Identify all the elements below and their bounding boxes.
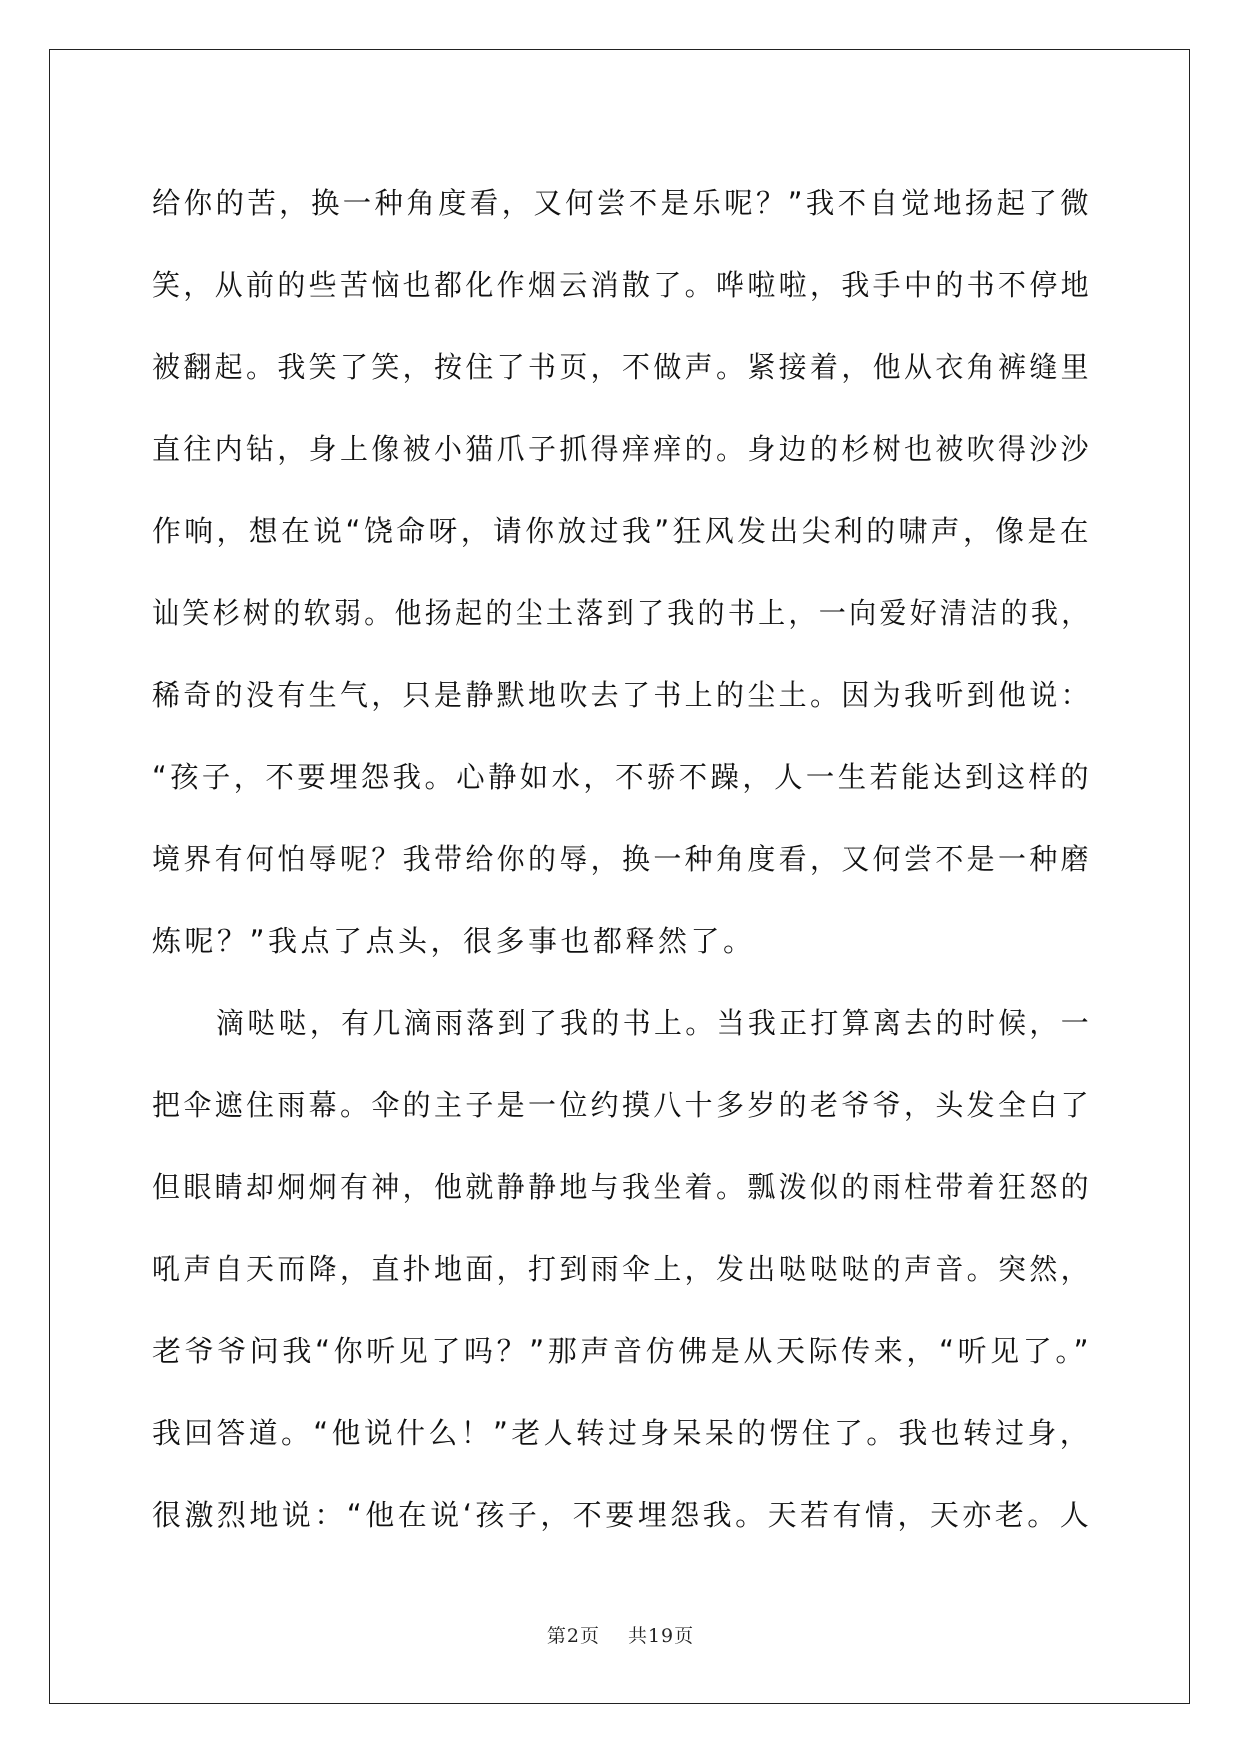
document-body: [152, 162, 1092, 1556]
text-line: 很激烈地说：“他在说‘孩子，不要埋怨我。天若有情，天亦老。人: [152, 1498, 1093, 1532]
text-line: “孩子，不要埋怨我。心静如水，不骄不躁，人一生若能达到这样的: [152, 760, 1093, 794]
paragraph: [152, 982, 1092, 1556]
text-line-indented: 滴哒哒，有几滴雨落到了我的书上。当我正打算离去的时候，一: [216, 1006, 1093, 1040]
text-line: 但眼睛却炯炯有神，他就静静地与我坐着。瓢泼似的雨柱带着狂怒的: [152, 1170, 1093, 1204]
text-line: 作响，想在说“饶命呀，请你放过我”狂风发出尖利的啸声，像是在: [152, 514, 1093, 548]
text-line: 稀奇的没有生气，只是静默地吹去了书上的尘土。因为我听到他说：: [152, 678, 1093, 712]
page-footer: [0, 1621, 1241, 1648]
text-line: 被翻起。我笑了笑，按住了书页，不做声。紧接着，他从衣角裤缝里: [152, 350, 1093, 384]
text-line: 讪笑杉树的软弱。他扬起的尘土落到了我的书上，一向爱好清洁的我，: [152, 596, 1092, 630]
text-line: 吼声自天而降，直扑地面，打到雨伞上，发出哒哒哒的声音。突然，: [152, 1252, 1093, 1286]
text-line: 境界有何怕辱呢？我带给你的辱，换一种角度看，又何尝不是一种磨: [152, 842, 1093, 876]
text-line: 笑，从前的些苦恼也都化作烟云消散了。哗啦啦，我手中的书不停地: [152, 268, 1093, 302]
text-line: 炼呢？”我点了点头，很多事也都释然了。: [152, 924, 756, 958]
text-line: 把伞遮住雨幕。伞的主子是一位约摸八十多岁的老爷爷，头发全白了: [152, 1088, 1093, 1122]
paragraph: [152, 162, 1092, 982]
page-total: 共19页: [627, 1625, 695, 1647]
text-line: 我回答道。“他说什么！”老人转过身呆呆的愣住了。我也转过身，: [152, 1416, 1093, 1450]
text-line: 给你的苦，换一种角度看，又何尝不是乐呢？”我不自觉地扬起了微: [152, 186, 1093, 220]
text-line: 直往内钻，身上像被小猫爪子抓得痒痒的。身边的杉树也被吹得沙沙: [152, 432, 1093, 466]
page-number: 第2页: [546, 1625, 600, 1647]
text-line: 老爷爷问我“你听见了吗？”那声音仿佛是从天际传来，“听见了。”: [152, 1334, 1093, 1368]
